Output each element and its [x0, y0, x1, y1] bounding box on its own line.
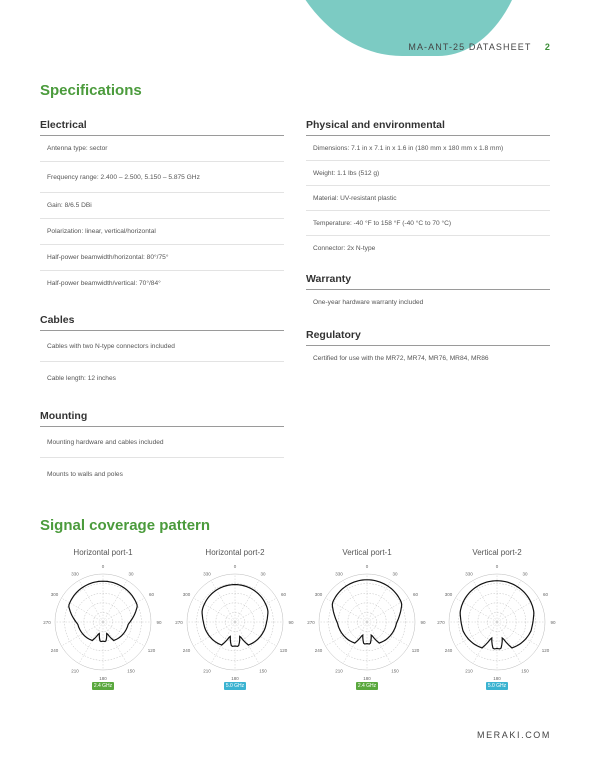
angle-label: 330 — [465, 571, 473, 577]
chart-title: Vertical port-2 — [472, 548, 522, 557]
band-badge: 5.0 GHz — [225, 683, 245, 689]
chart-title: Horizontal port-1 — [73, 548, 133, 557]
spec-row: Half-power beamwidth/vertical: 70°/84° — [47, 280, 161, 287]
polar-chart — [302, 548, 432, 698]
angle-label: 90 — [288, 620, 294, 625]
grid-spoke — [103, 580, 127, 622]
grid-spoke — [103, 598, 145, 622]
angle-label: 180 — [99, 676, 107, 681]
polar-plot — [38, 560, 168, 682]
spec-row: Certified for use with the MR72, MR74, MR76, MR84, MR86 — [313, 354, 489, 362]
warranty-section — [306, 273, 550, 314]
angle-label: 180 — [231, 676, 239, 681]
page-number: 2 — [544, 42, 551, 52]
spec-row: Polarization: linear, vertical/horizontal — [40, 219, 284, 245]
grid-spoke — [193, 622, 235, 646]
angle-label: 180 — [363, 676, 371, 681]
angle-label: 150 — [259, 668, 267, 674]
cables-section — [40, 314, 284, 394]
grid-spoke — [367, 598, 409, 622]
angle-label: 120 — [411, 648, 420, 653]
grid-spoke — [497, 622, 521, 664]
grid-spoke — [325, 598, 367, 622]
specifications-heading: Specifications — [40, 82, 142, 99]
polar-plot — [170, 560, 300, 682]
angle-label: 120 — [147, 648, 156, 653]
spec-row: Gain: 8/6.5 DBi — [40, 193, 284, 219]
angle-label: 120 — [279, 648, 288, 653]
angle-label: 120 — [541, 648, 550, 653]
spec-row: Material: UV-resistant plastic — [306, 186, 550, 211]
angle-label: 30 — [392, 571, 398, 577]
electrical-section — [40, 119, 284, 296]
spec-row: Half-power beamwidth/horizontal: 80°/75° — [40, 245, 284, 271]
mounting-title: Mounting — [40, 410, 284, 427]
angle-label: 300 — [50, 592, 59, 597]
angle-label: 270 — [307, 620, 315, 625]
angle-label: 0 — [495, 564, 499, 569]
angle-label: 210 — [203, 668, 211, 674]
spec-row: Dimensions: 7.1 in x 7.1 in x 1.6 in (180 mm x 180 mm x 1.8 mm) — [306, 136, 550, 161]
angle-label: 300 — [444, 592, 453, 597]
grid-spoke — [367, 580, 391, 622]
angle-label: 240 — [444, 648, 453, 653]
angle-label: 30 — [128, 571, 134, 577]
angle-label: 90 — [420, 620, 426, 625]
angle-label: 30 — [522, 571, 528, 577]
angle-label: 240 — [182, 648, 191, 653]
angle-label: 240 — [314, 648, 323, 653]
angle-label: 270 — [437, 620, 445, 625]
header — [408, 42, 551, 52]
regulatory-section — [306, 329, 550, 370]
polar-chart — [432, 548, 562, 698]
grid-spoke — [473, 622, 497, 664]
grid-spoke — [193, 598, 235, 622]
band-badge: 2.4 GHz — [93, 683, 113, 689]
spec-row: Antenna type: sector — [40, 136, 284, 162]
angle-label: 180 — [493, 676, 501, 681]
angle-label: 330 — [203, 571, 211, 577]
doc-title: MA-ANT-25 DATASHEET — [408, 42, 532, 52]
mounting-section — [40, 410, 284, 490]
chart-title: Vertical port-1 — [342, 548, 392, 557]
spec-row: Frequency range: 2.400 – 2.500, 5.150 – 5.875 GHz — [40, 162, 284, 193]
polar-chart — [38, 548, 168, 698]
electrical-title: Electrical — [40, 119, 284, 136]
angle-label: 270 — [43, 620, 51, 625]
band-badge: 2.4 GHz — [357, 683, 377, 689]
angle-label: 300 — [182, 592, 191, 597]
grid-spoke — [103, 622, 127, 664]
footer-site: MERAKI.COM — [476, 730, 551, 740]
spec-row: Cable length: 12 inches — [47, 374, 116, 382]
spec-row: Mounting hardware and cables included — [40, 427, 284, 458]
angle-label: 210 — [335, 668, 343, 674]
grid-spoke — [79, 622, 103, 664]
grid-spoke — [235, 622, 259, 664]
cables-title: Cables — [40, 314, 284, 331]
spec-row: Mounts to walls and poles — [47, 470, 123, 478]
regulatory-title: Regulatory — [306, 329, 550, 346]
angle-label: 60 — [542, 592, 549, 597]
angle-label: 90 — [156, 620, 162, 625]
signal-coverage-heading: Signal coverage pattern — [40, 517, 211, 534]
warranty-title: Warranty — [306, 273, 550, 290]
polar-chart — [170, 548, 300, 698]
angle-label: 60 — [412, 592, 419, 597]
chart-title: Horizontal port-2 — [205, 548, 265, 557]
grid-spoke — [79, 580, 103, 622]
grid-spoke — [235, 622, 277, 646]
grid-spoke — [61, 598, 103, 622]
band-badge: 5.0 GHz — [487, 683, 507, 689]
grid-spoke — [235, 598, 277, 622]
angle-label: 150 — [127, 668, 135, 674]
angle-label: 330 — [71, 571, 79, 577]
physical-section — [306, 119, 550, 260]
angle-label: 330 — [335, 571, 343, 577]
grid-spoke — [455, 598, 497, 622]
angle-label: 240 — [50, 648, 59, 653]
angle-label: 0 — [233, 564, 237, 569]
angle-label: 210 — [71, 668, 79, 674]
angle-label: 90 — [550, 620, 556, 625]
spec-row: Cables with two N-type connectors included — [40, 331, 284, 362]
angle-label: 300 — [314, 592, 323, 597]
signal-charts — [38, 548, 558, 698]
spec-row: Temperature: -40 °F to 158 °F (-40 °C to 70 °C) — [306, 211, 550, 236]
grid-spoke — [325, 622, 367, 646]
angle-label: 150 — [391, 668, 399, 674]
angle-label: 0 — [365, 564, 369, 569]
angle-label: 60 — [280, 592, 287, 597]
grid-spoke — [367, 622, 409, 646]
physical-title: Physical and environmental — [306, 119, 550, 136]
grid-spoke — [343, 580, 367, 622]
angle-label: 0 — [101, 564, 105, 569]
grid-spoke — [211, 622, 235, 664]
angle-label: 210 — [465, 668, 473, 674]
angle-label: 60 — [148, 592, 155, 597]
angle-label: 150 — [521, 668, 529, 674]
polar-plot — [432, 560, 562, 682]
spec-row: One-year hardware warranty included — [313, 298, 424, 306]
spec-row: Connector: 2x N-type — [313, 244, 376, 252]
angle-label: 270 — [175, 620, 183, 625]
spec-row: Weight: 1.1 lbs (512 g) — [306, 161, 550, 186]
angle-label: 30 — [260, 571, 266, 577]
grid-spoke — [497, 598, 539, 622]
polar-plot — [302, 560, 432, 682]
